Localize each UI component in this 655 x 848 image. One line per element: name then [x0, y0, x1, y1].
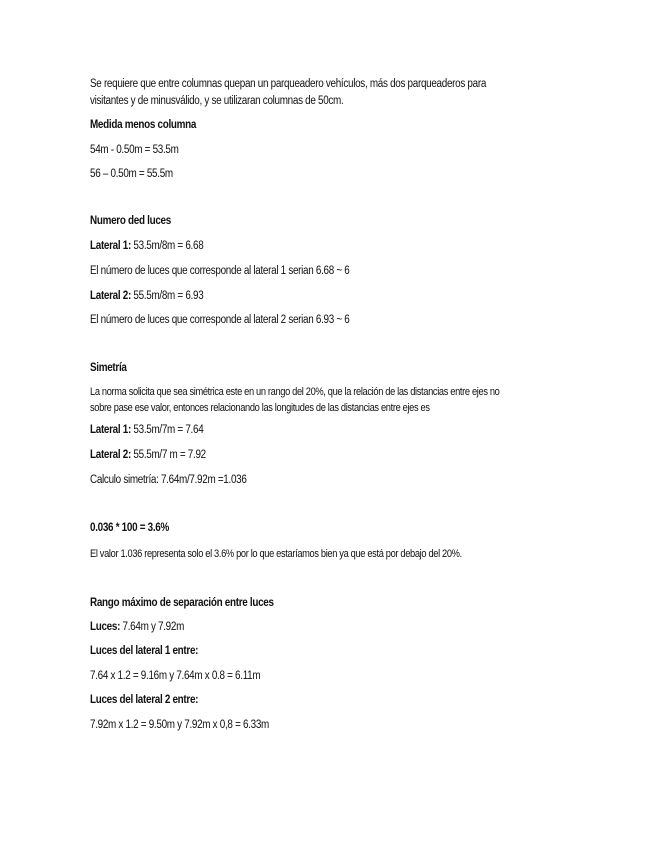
simetria-para-2: sobre pase ese valor, entonces relacionando las longitudes de las distancias entre ejes es: [90, 402, 430, 414]
luces-lateral-1-text: El número de luces que corresponde al lateral 1 serian 6.68 ~ 6: [90, 265, 350, 277]
resultado-heading: 0.036 * 100 = 3.6%: [90, 522, 169, 534]
rango-lateral-1-calc: 7.64 x 1.2 = 9.16m y 7.64m x 0.8 = 6.11m: [90, 670, 261, 682]
rango-luces: [90, 620, 184, 634]
intro-line-2: visitantes y de minusválido, y se utilizaran columnas de 50cm.: [90, 95, 344, 107]
luces-lateral-1-value: 53.5m/8m = 6.68: [130, 240, 204, 252]
simetria-lateral-2: [90, 448, 206, 462]
simetria-lateral-1-value: 53.5m/7m = 7.64: [130, 424, 204, 436]
luces-lateral-1: [90, 239, 203, 253]
medida-line-2: 56 – 0.50m = 55.5m: [90, 168, 173, 180]
intro-line-1: Se requiere que entre columnas quepan un parqueadero vehículos, más dos parqueaderos para: [90, 78, 487, 90]
rango-lateral-1-heading: Luces del lateral 1 entre:: [90, 645, 199, 657]
simetria-lateral-2-label: Lateral 2:: [90, 449, 131, 461]
rango-luces-value: 7.64m y 7.92m: [120, 621, 185, 633]
simetria-calculo: Calculo simetría: 7.64m/7.92m =1.036: [90, 474, 247, 486]
simetria-para-1: La norma solicita que sea simétrica este en un rango del 20%, que la relación de las distancias entre ejes no: [90, 386, 500, 398]
simetria-lateral-1-label: Lateral 1:: [90, 424, 131, 436]
luces-heading: Numero ded luces: [90, 215, 171, 227]
luces-lateral-1-label: Lateral 1:: [90, 240, 131, 252]
medida-heading: Medida menos columna: [90, 119, 197, 131]
luces-lateral-2-text: El número de luces que corresponde al lateral 2 serian 6.93 ~ 6: [90, 314, 350, 326]
rango-heading: Rango máximo de separación entre luces: [90, 597, 274, 609]
simetria-lateral-1: [90, 423, 203, 437]
simetria-heading: Simetría: [90, 362, 127, 374]
rango-lateral-2-heading: Luces del lateral 2 entre:: [90, 694, 199, 706]
luces-lateral-2: [90, 289, 203, 303]
resultado-text: El valor 1.036 representa solo el 3.6% por lo que estaríamos bien ya que está por debajo del 20%.: [90, 548, 462, 560]
rango-luces-label: Luces:: [90, 621, 121, 633]
medida-line-1: 54m - 0.50m = 53.5m: [90, 144, 179, 156]
luces-lateral-2-label: Lateral 2:: [90, 290, 131, 302]
rango-lateral-2-calc: 7.92m x 1.2 = 9.50m y 7.92m x 0,8 = 6.33m: [90, 719, 269, 731]
luces-lateral-2-value: 55.5m/8m = 6.93: [130, 290, 204, 302]
simetria-lateral-2-value: 55.5m/7 m = 7.92: [130, 449, 206, 461]
